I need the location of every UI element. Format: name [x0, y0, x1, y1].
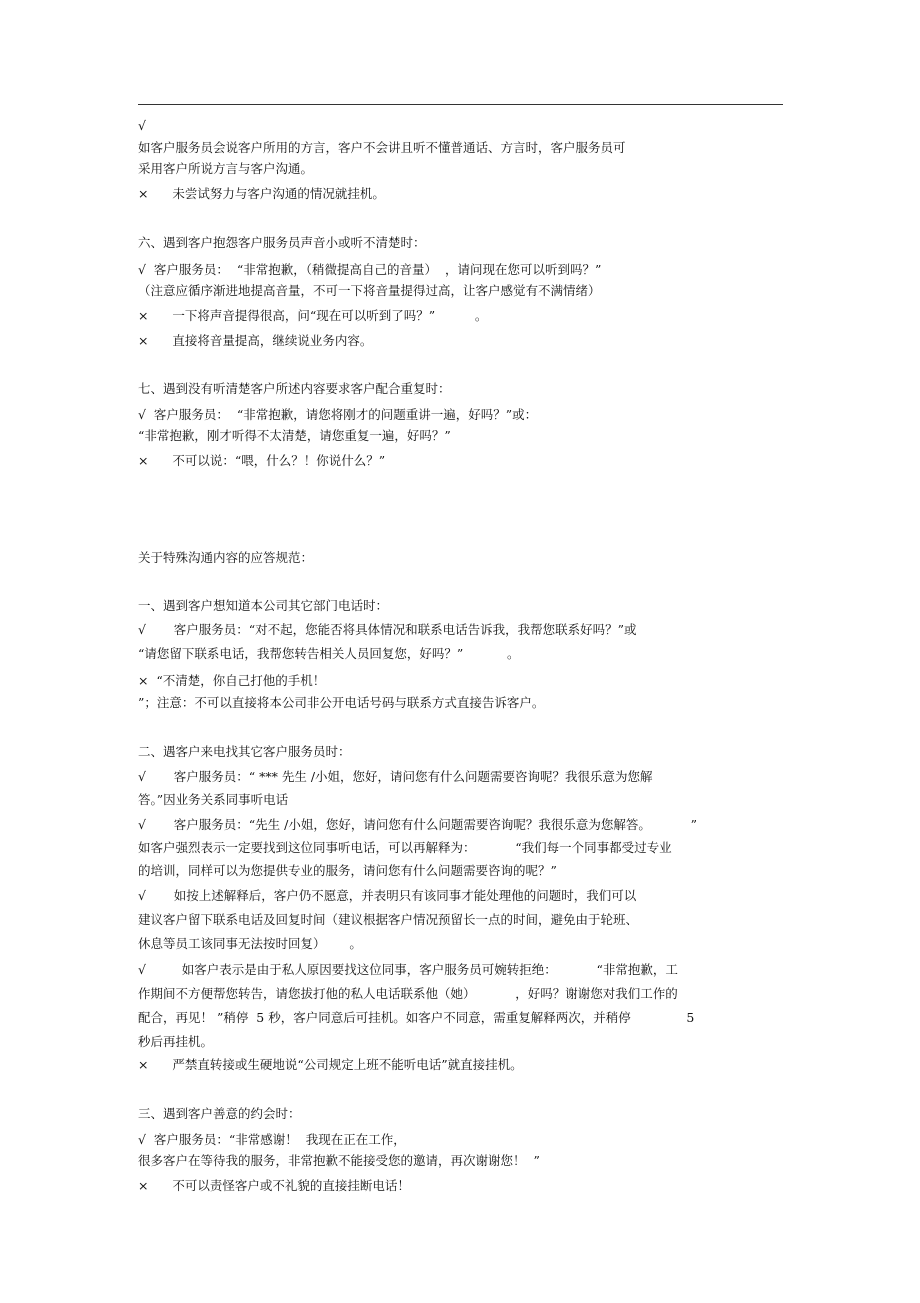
text-line: 如客户服务员会说客户所用的方言，客户不会讲且听不懂普通话、方言时，客户服务员可	[138, 140, 626, 155]
text-line: 配合，再见！ ”稍停 5 秒，客户同意后可挂机。如客户不同意，需重复解释两次，并稍停 5	[138, 1010, 695, 1025]
text-line: 如客户强烈表示一定要找到这位同事听电话，可以再解释为： “我们每一个同事都受过专业	[138, 840, 672, 855]
wrong-line: × 严禁直转接或生硬地说“公司规定上班不能听电话”就直接挂机。	[138, 1057, 523, 1072]
text-line: 答。”因业务关系同事听电话	[138, 792, 289, 807]
correct-line: √ 客户服务员：“先生 /小姐，您好，请问您有什么问题需要咨询呢？我很乐意为您解答。 ”	[138, 817, 697, 832]
correct-line: √ 如客户表示是由于私人原因要找这位同事，客户服务员可婉转拒绝： “非常抱歉，工	[138, 962, 678, 977]
section-heading: 一、遇到客户想知道本公司其它部门电话时：	[138, 598, 389, 613]
text-line: “非常抱歉，刚才听得不太清楚，请您重复一遍，好吗？”	[138, 428, 451, 443]
text-line: （注意应循序渐进地提高音量，不可一下将音量提得过高，让客户感觉有不满情绪）	[138, 283, 601, 298]
wrong-line: × 不可以说：“喂，什么？！你说什么？”	[138, 453, 386, 468]
section-heading: 三、遇到客户善意的约会时：	[138, 1106, 301, 1121]
correct-line: √ 客户服务员：“对不起，您能否将具体情况和联系电话告诉我，我帮您联系好吗？”或	[138, 622, 637, 637]
text-line: 建议客户留下联系电话及回复时间（建议根据客户情况预留长一点的时间，避免由于轮班、	[138, 912, 639, 927]
section-heading: 关于特殊沟通内容的应答规范：	[138, 550, 314, 565]
header-rule	[138, 104, 783, 105]
wrong-line: × 未尝试努力与客户沟通的情况就挂机。	[138, 186, 385, 201]
text-line: ”；注意：不可以直接将本公司非公开电话号码与联系方式直接告诉客户。	[138, 695, 545, 710]
text-line: 采用客户所说方言与客户沟通。	[138, 161, 314, 176]
correct-line: √ 客户服务员：“非常感谢！ 我现在正在工作，	[138, 1132, 406, 1147]
correct-line: √ 如按上述解释后，客户仍不愿意，并表明只有该同事才能处理他的问题时，我们可以	[138, 888, 637, 903]
text-line: 很多客户在等待我的服务，非常抱歉不能接受您的邀请，再次谢谢您！ ”	[138, 1153, 540, 1168]
text-line: “请您留下联系电话，我帮您转告相关人员回复您，好吗？” 。	[138, 646, 520, 661]
wrong-line: × 不可以责怪客户或不礼貌的直接挂断电话！	[138, 1178, 410, 1193]
section-heading: 七、遇到没有听清楚客户所述内容要求客户配合重复时：	[138, 381, 451, 396]
wrong-line: × 一下将声音提得很高，问“现在可以听到了吗？” 。	[138, 308, 488, 323]
text-line: 秒后再挂机。	[138, 1034, 214, 1049]
correct-line: √ 客户服务员： “非常抱歉，请您将刚才的问题重讲一遍，好吗？”或：	[138, 407, 538, 422]
text-line: 的培训，同样可以为您提供专业的服务，请问您有什么问题需要咨询的呢？”	[138, 863, 557, 878]
correct-line: √ 客户服务员： “非常抱歉，（稍微提高自己的音量） ，请问现在您可以听到吗？”	[138, 262, 602, 277]
wrong-line: × “不清楚，你自己打他的手机！	[138, 673, 326, 688]
text-line: 作期间不方便帮您转告，请您拔打他的私人电话联系他（她） ，好吗？谢谢您对我们工作的	[138, 986, 678, 1001]
section-heading: 六、遇到客户抱怨客户服务员声音小或听不清楚时：	[138, 235, 426, 250]
check-mark: √	[138, 118, 146, 133]
section-heading: 二、遇客户来电找其它客户服务员时：	[138, 744, 351, 759]
wrong-line: × 直接将音量提高，继续说业务内容。	[138, 333, 373, 348]
text-line: 休息等员工该同事无法按时回复） 。	[138, 936, 362, 951]
correct-line: √ 客户服务员：“ *** 先生 /小姐，您好，请问您有什么问题需要咨询呢？我很乐意为您解	[138, 769, 653, 784]
